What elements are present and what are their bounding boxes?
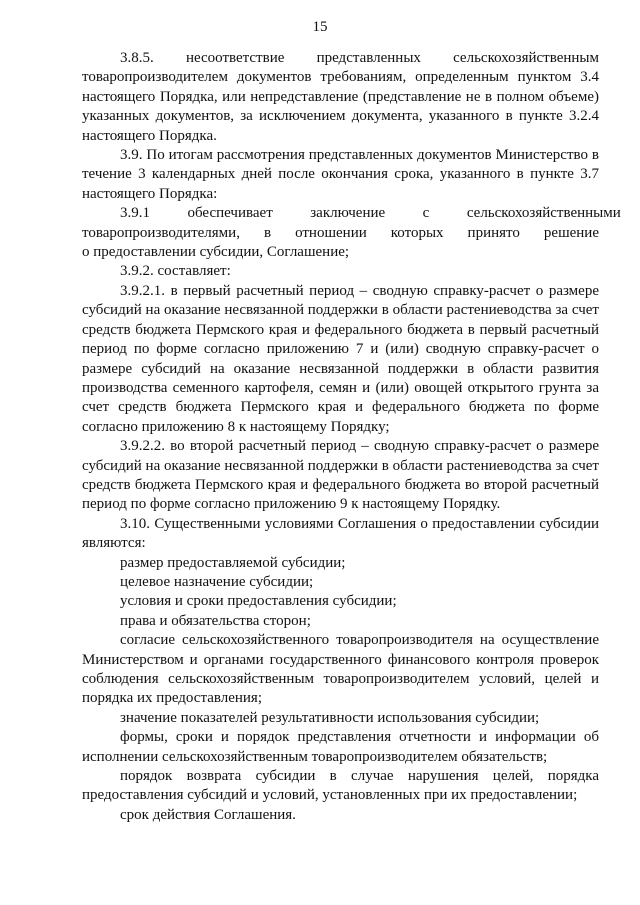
paragraph-3-9-1: 3.9.1 обеспечивает заключение с сельскохозяйственными товаропроизводителями, в отношении которых принято решение о предоставлении субсидии, Соглашение;	[82, 205, 621, 261]
paragraph-3-9-2-2: 3.9.2.2. во второй расчетный период – сводную справку-расчет о размере субсидий на оказание несвязанной поддержки в области растениеводства за счет средств бюджета Пермского края и федерального бюджета во второй расчетный период по форме согласно приложению 9 к настоящему Порядку.	[82, 438, 599, 513]
condition-item: условия и сроки предоставления субсидии;	[120, 593, 397, 610]
page-number: 15	[312, 19, 328, 35]
condition-item: целевое назначение субсидии;	[120, 573, 314, 590]
paragraph-3-9-2: 3.9.2. составляет:	[120, 263, 231, 280]
condition-item: права и обязательства сторон;	[120, 612, 311, 629]
condition-item: формы, сроки и порядок представления отчетности и информации об исполнении сельскохозяйственным товаропроизводителем обязательств;	[82, 729, 599, 765]
paragraph-3-9: 3.9. По итогам рассмотрения представленных документов Министерство в течение 3 календарных дней после окончания срока, указанного в пункте 3.7 настоящего Порядка:	[82, 147, 599, 202]
condition-item: значение показателей результативности использования субсидии;	[120, 709, 540, 726]
condition-item: согласие сельскохозяйственного товаропроизводителя на осуществление Министерством и органами государственного финансового контроля проверок соблюдения сельскохозяйственным товаропроизводителем условий, целей и порядка их предоставления;	[82, 632, 599, 707]
condition-item: размер предоставляемой субсидии;	[120, 554, 346, 571]
page-body	[82, 49, 621, 825]
paragraph-3-10: 3.10. Существенными условиями Соглашения о предоставлении субсидии являются:	[82, 515, 599, 552]
paragraph-3-9-2-1: 3.9.2.1. в первый расчетный период – сводную справку-расчет о размере субсидий на оказание несвязанной поддержки в области растениеводства за счет средств бюджета Пермского края и федерального бюджета в первый расчетный период по форме согласно приложению 7 и (или) сводную справку-расчет о размере субсидий на оказание несвязанной поддержки в области развития производства семенного картофеля, семян и (или) овощей открытого грунта за счет средств бюджета Пермского края и федерального бюджета по форме согласно приложению 8 к настоящему Порядку;	[82, 282, 599, 435]
paragraph-3-8-5: 3.8.5. несоответствие представленных сельскохозяйственным товаропроизводителем документов требованиям, определенным пунктом 3.4 настоящего Порядка, или непредставление (представление не в полном объеме) указанных документов, за исключением документа, указанного в пункте 3.2.4 настоящего Порядка.	[82, 50, 599, 144]
condition-item: порядок возврата субсидии в случае нарушения целей, порядка предоставления субсидий и условий, установленных при их предоставлении;	[82, 768, 599, 804]
condition-item: срок действия Соглашения.	[120, 806, 296, 823]
